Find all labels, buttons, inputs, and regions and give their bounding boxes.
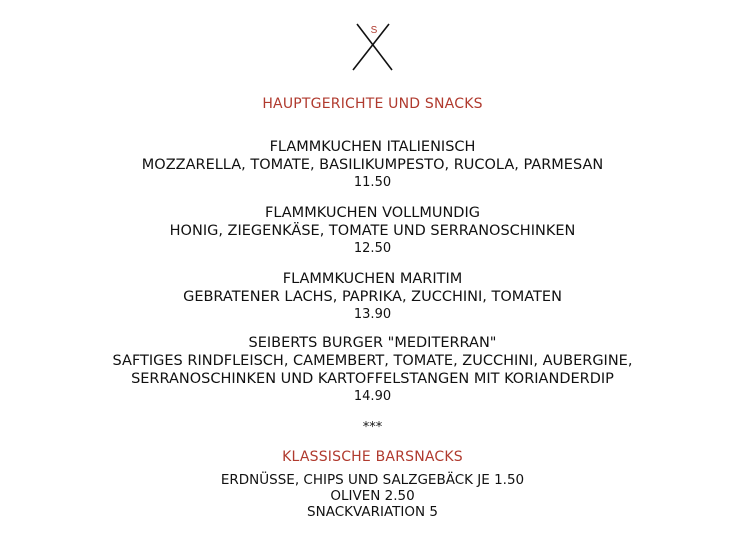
- separator: ***: [362, 420, 383, 435]
- dish-price: 14.90: [353, 389, 392, 404]
- bar-snack-line: SNACKVARIATION 5: [307, 504, 438, 520]
- dish-name: FLAMMKUCHEN VOLLMUNDIG: [265, 205, 480, 221]
- bar-snack-line: OLIVEN 2.50: [330, 488, 415, 504]
- crossed-lines-logo: [349, 20, 397, 74]
- bar-snacks-list: [0, 472, 745, 520]
- dish-price: 12.50: [353, 241, 392, 256]
- dish-desc: GEBRATENER LACHS, PAPRIKA, ZUCCHINI, TOMATEN: [183, 289, 562, 305]
- dish-name: SEIBERTS BURGER "MEDITERRAN": [248, 335, 497, 351]
- dish-desc: HONIG, ZIEGENKÄSE, TOMATE UND SERRANOSCHINKEN: [169, 223, 576, 239]
- dish-name: FLAMMKUCHEN MARITIM: [282, 271, 463, 287]
- logo-letter: S: [370, 25, 378, 36]
- dish-name: FLAMMKUCHEN ITALIENISCH: [269, 139, 476, 155]
- dish-price: 11.50: [353, 175, 392, 190]
- dish-desc: SERRANOSCHINKEN UND KARTOFFELSTANGEN MIT KORIANDERDIP: [131, 371, 614, 387]
- main-section-title: HAUPTGERICHTE UND SNACKS: [262, 96, 483, 112]
- dish-desc: SAFTIGES RINDFLEISCH, CAMEMBERT, TOMATE, ZUCCHINI, AUBERGINE,: [112, 353, 633, 369]
- bar-section-title: KLASSISCHE BARSNACKS: [282, 449, 463, 465]
- dish-4: [0, 334, 745, 405]
- dish-2: [0, 204, 745, 257]
- dish-3: [0, 270, 745, 323]
- bar-snack-line: ERDNÜSSE, CHIPS UND SALZGEBÄCK JE 1.50: [220, 472, 525, 488]
- dish-price: 13.90: [353, 307, 392, 322]
- dish-desc: MOZZARELLA, TOMATE, BASILIKUMPESTO, RUCOLA, PARMESAN: [141, 157, 604, 173]
- dish-1: [0, 138, 745, 191]
